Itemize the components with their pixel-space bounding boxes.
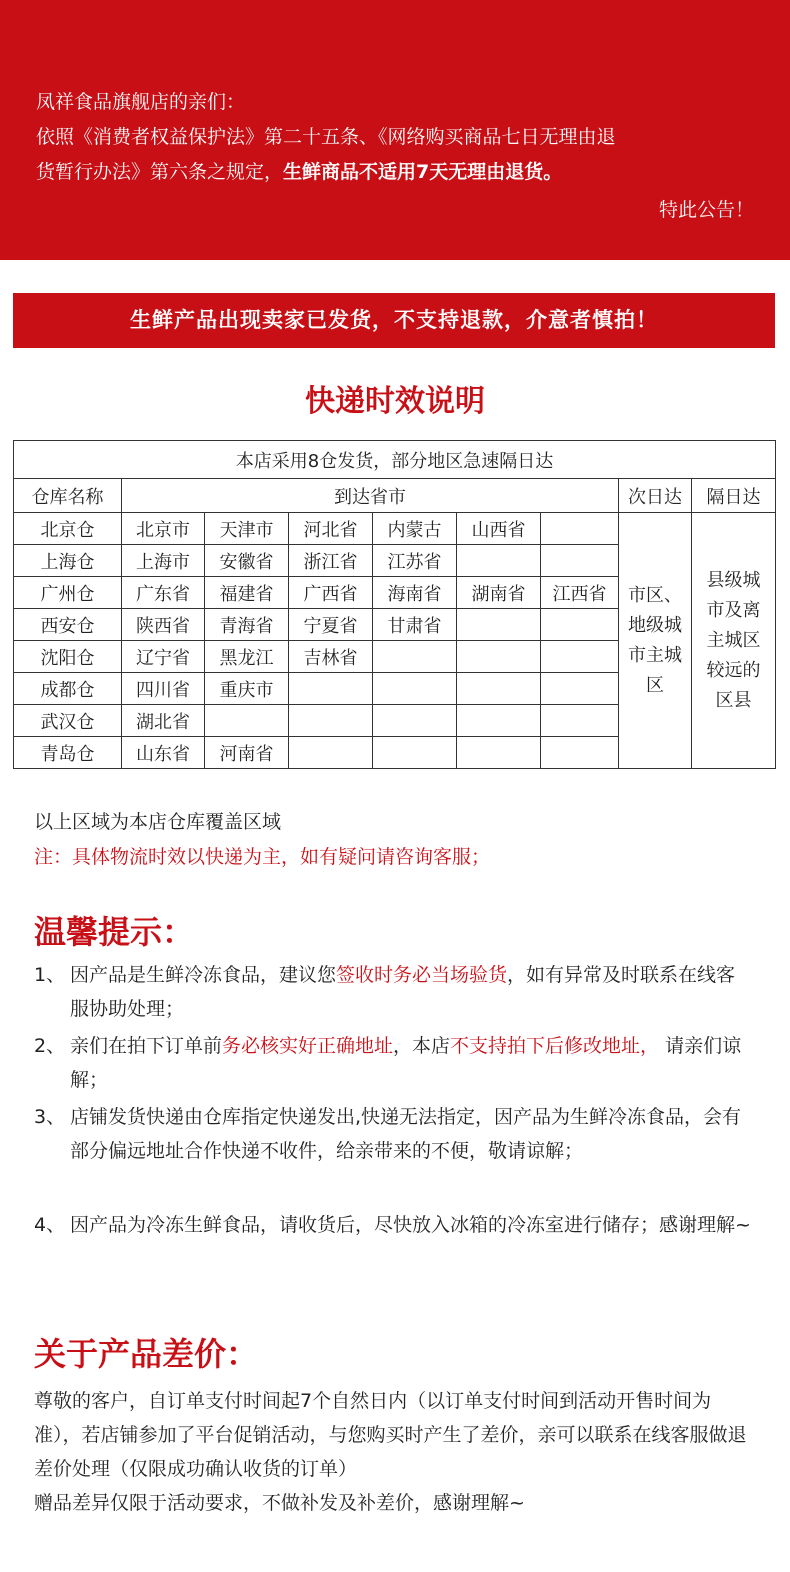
region-cell: 内蒙古 <box>373 513 457 545</box>
warehouse-name: 武汉仓 <box>14 705 122 737</box>
region-cell <box>541 609 619 641</box>
tip-text: 因产品为冷冻生鲜食品，请收货后，尽快放入冰箱的冷冻室进行储存；感谢理解~ <box>70 1214 751 1236</box>
price-diff-title: 关于产品差价： <box>34 1335 259 1373</box>
table-row <box>14 513 776 545</box>
region-cell: 吉林省 <box>289 641 373 673</box>
header-destination: 到达省市 <box>122 479 619 513</box>
region-cell: 湖北省 <box>122 705 205 737</box>
region-cell: 甘肃省 <box>373 609 457 641</box>
banner-rule-text: 货暂行办法》第六条之规定， <box>36 161 284 183</box>
warehouse-table <box>13 440 776 769</box>
region-cell: 山西省 <box>457 513 541 545</box>
region-cell <box>541 641 619 673</box>
tip-item-4 <box>34 1208 754 1242</box>
warehouse-name: 青岛仓 <box>14 737 122 769</box>
tip-text: 因产品是生鲜冷冻食品，建议您 <box>70 964 337 986</box>
region-cell: 安徽省 <box>205 545 289 577</box>
region-cell: 陕西省 <box>122 609 205 641</box>
region-cell: 广西省 <box>289 577 373 609</box>
warehouse-name: 广州仓 <box>14 577 122 609</box>
delivery-title: 快递时效说明 <box>305 384 485 419</box>
region-cell <box>457 705 541 737</box>
region-cell <box>541 737 619 769</box>
tip-highlight: 不支持拍下后修改地址， <box>450 1035 660 1057</box>
warehouse-name: 西安仓 <box>14 609 122 641</box>
region-cell: 四川省 <box>122 673 205 705</box>
banner-law-line: 依照《消费者权益保护法》第二十五条、《网络购买商品七日无理由退 <box>36 126 616 148</box>
region-cell: 上海市 <box>122 545 205 577</box>
region-cell <box>541 705 619 737</box>
refund-warning-bar: 生鲜产品出现卖家已发货，不支持退款，介意者慎拍！ <box>13 293 775 348</box>
region-cell <box>205 705 289 737</box>
region-cell: 福建省 <box>205 577 289 609</box>
warehouse-name: 北京仓 <box>14 513 122 545</box>
region-cell: 海南省 <box>373 577 457 609</box>
tip-number: 3、 <box>34 1106 66 1128</box>
region-cell: 河南省 <box>205 737 289 769</box>
region-cell <box>373 737 457 769</box>
tip-text: 亲们在拍下订单前 <box>70 1035 223 1057</box>
tip-text: ，如有异常及时联系在线客服协助处理； <box>70 964 736 1020</box>
price-diff-extra: 赠品差异仅限于活动要求，不做补发及补差价，感谢理解~ <box>34 1492 525 1514</box>
region-cell <box>289 737 373 769</box>
logistics-note: 注：具体物流时效以快递为主，如有疑问请咨询客服； <box>34 846 491 868</box>
tip-item-1 <box>34 958 754 1026</box>
region-cell <box>457 545 541 577</box>
tip-highlight: 签收时务必当场验货 <box>336 964 508 986</box>
region-cell <box>541 545 619 577</box>
region-cell <box>457 609 541 641</box>
region-cell: 重庆市 <box>205 673 289 705</box>
banner-greeting: 凤祥食品旗舰店的亲们： <box>36 91 246 113</box>
region-cell: 广东省 <box>122 577 205 609</box>
tip-text: 请亲们谅解； <box>70 1035 742 1091</box>
header-next-day: 次日达 <box>619 479 692 513</box>
header-second-day: 隔日达 <box>692 479 776 513</box>
region-cell <box>541 673 619 705</box>
region-cell: 山东省 <box>122 737 205 769</box>
coverage-note: 以上区域为本店仓库覆盖区域 <box>34 811 282 833</box>
announcement-banner <box>0 0 790 260</box>
region-cell <box>457 737 541 769</box>
region-cell: 湖南省 <box>457 577 541 609</box>
tip-item-2 <box>34 1029 754 1097</box>
second-day-desc: 县级城市及离主城区较远的区县 <box>692 513 776 769</box>
region-cell: 河北省 <box>289 513 373 545</box>
region-cell <box>289 705 373 737</box>
region-cell <box>373 705 457 737</box>
region-cell: 黑龙江 <box>205 641 289 673</box>
warehouse-name: 上海仓 <box>14 545 122 577</box>
tip-highlight: 务必核实好正确地址 <box>222 1035 394 1057</box>
tip-item-3 <box>34 1100 754 1168</box>
region-cell: 辽宁省 <box>122 641 205 673</box>
tips-title: 温馨提示： <box>34 913 195 951</box>
region-cell: 江苏省 <box>373 545 457 577</box>
region-cell: 北京市 <box>122 513 205 545</box>
tip-text: 店铺发货快递由仓库指定快递发出,快递无法指定，因产品为生鲜冷冻食品，会有部分偏远地址合作快递不收件，给亲带来的不便，敬请谅解； <box>70 1106 742 1162</box>
region-cell <box>457 641 541 673</box>
next-day-desc: 市区、地级城市主城区 <box>619 513 692 769</box>
banner-sign: 特此公告！ <box>658 199 754 221</box>
region-cell <box>541 513 619 545</box>
price-diff-body <box>34 1384 754 1520</box>
banner-rule-line <box>36 160 562 184</box>
region-cell: 浙江省 <box>289 545 373 577</box>
price-diff-text: 尊敬的客户，自订单支付时间起7个自然日内（以订单支付时间到活动开售时间为准），若店铺参加了平台促销活动，与您购买时产生了差价，亲可以联系在线客服做退差价处理（仅限成功确认收货的订单） <box>34 1390 747 1480</box>
region-cell: 宁夏省 <box>289 609 373 641</box>
region-cell: 天津市 <box>205 513 289 545</box>
region-cell <box>373 641 457 673</box>
region-cell: 青海省 <box>205 609 289 641</box>
warehouse-name: 沈阳仓 <box>14 641 122 673</box>
banner-rule-bold: 生鲜商品不适用7天无理由退货。 <box>283 161 563 183</box>
region-cell: 江西省 <box>541 577 619 609</box>
tip-number: 1、 <box>34 964 66 986</box>
tip-number: 4、 <box>34 1214 66 1236</box>
header-warehouse: 仓库名称 <box>14 479 122 513</box>
tip-text: ，本店 <box>393 1035 451 1057</box>
region-cell <box>373 673 457 705</box>
region-cell <box>457 673 541 705</box>
region-cell <box>289 673 373 705</box>
tip-number: 2、 <box>34 1035 66 1057</box>
table-caption: 本店采用8仓发货，部分地区急速隔日达 <box>14 441 776 479</box>
warehouse-name: 成都仓 <box>14 673 122 705</box>
